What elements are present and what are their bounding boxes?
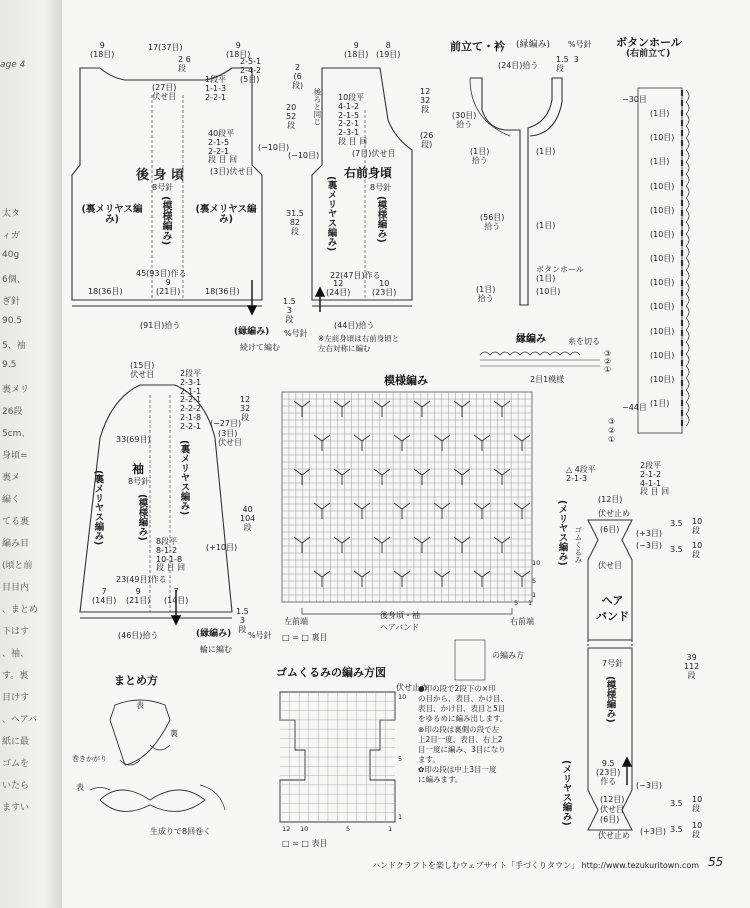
sleeve-needle: 8号針 [128, 477, 150, 486]
buttonhole-label: (10目) [650, 181, 675, 191]
buttonhole-label: (1目) [650, 109, 670, 118]
gutter-line: ぎ針 [2, 297, 21, 307]
sleeve-ribbing-note: 輪に編む [200, 645, 232, 654]
buttonhole-label: (10目) [650, 205, 675, 215]
back-top-right: 9 (18目) [226, 41, 251, 59]
gutter-line: 編み目 [2, 539, 30, 549]
chart-motif [334, 469, 350, 485]
headband-h4r: 10 段 [692, 821, 703, 839]
gutter-page-ref: age 4 [0, 60, 26, 70]
back-cast-on: 45(93目)作る [136, 269, 187, 278]
sleeve-top-bind: (15目) 伏せ目 [130, 361, 155, 379]
gutter-line: いたら [2, 781, 30, 791]
edge-pattern: 2目1模様 [530, 375, 565, 384]
sleeve-cap-bind: (3目) 伏せ目 [218, 429, 242, 447]
front-band-title: 前立て・衿 [450, 40, 505, 53]
chart-motif [514, 571, 530, 587]
edge-row-2: ② [604, 357, 612, 366]
headband-h3: 3.5 [670, 799, 683, 808]
sleeve-inc: 8段平 8-1-2 10-1-8 段 目 回 [156, 537, 186, 573]
front-band-title-sub: (縁編み) [516, 40, 551, 50]
headband-bind-top: 伏せ止め [598, 509, 630, 518]
gutter-line: 6個、 [2, 275, 26, 285]
back-top-center: 17(37目) [148, 43, 183, 52]
gutter-line: 26段 [2, 407, 23, 417]
chart-motif [514, 435, 530, 451]
chart-motif [454, 469, 470, 485]
chart-motif [294, 469, 310, 485]
chart-motif [294, 401, 310, 417]
gutter-line: 5、袖 [2, 341, 26, 351]
front-band-right-pick1: (1目) [536, 147, 556, 156]
sleeve-title: 袖 [132, 462, 145, 476]
gutter-line: 目けす [2, 693, 30, 703]
gutter-line: 裏メリ [2, 385, 30, 395]
chart-motif [494, 401, 510, 417]
back-ribbing: (縁編み) [234, 327, 270, 337]
buttonhole-bottom: −44目 [622, 403, 647, 412]
headband-top-w: (12目) [598, 495, 623, 504]
chart-motif [394, 435, 410, 451]
front-bottom-left: 12 (24目) [326, 279, 351, 297]
chart-col-1: 1 [528, 599, 533, 607]
chart-left-label: 左前端 [284, 617, 308, 626]
front-band-top: (24目)拾う [498, 61, 539, 70]
assembly-back: 裏 [170, 729, 178, 738]
buttonhole-label: (10目) [650, 254, 675, 263]
sleeve-top-rows: 12 32 段 [240, 395, 251, 422]
buttonhole-label: (1目) [650, 157, 670, 167]
headband-plus3: (+3目) [636, 529, 663, 538]
back-ribbing-note: 続けて編む [240, 343, 280, 352]
back-stitch-center: (模様編み) [160, 196, 171, 246]
front-side-minus: (−10目) [288, 151, 320, 160]
front-back-label: 後ろと同じ [312, 88, 322, 126]
sleeve-width: 33(69目) [116, 435, 151, 444]
headband-bottom-bind: 伏せ目 [600, 805, 624, 814]
front-band-left-pick3: (56目) 拾う [480, 213, 505, 231]
back-pickup: (91目)拾う [140, 321, 181, 330]
gum-legend: □ = □ 表目 [282, 839, 328, 848]
chart-motif [314, 571, 330, 587]
headband-h3r: 10 段 [692, 795, 703, 813]
gutter-line: す。裏 [2, 671, 29, 681]
page-number: 55 [708, 855, 724, 869]
edge-cut: 糸を切る [568, 337, 600, 346]
headband-stitch-side: (メリヤス編み) [556, 500, 568, 566]
front-band-right-pick2: (1目) [536, 221, 556, 230]
buttonhole-row-3: ③ [608, 417, 616, 426]
chart-motif [494, 469, 510, 485]
gum-chart-grid [280, 692, 395, 822]
buttonhole-label: (10目) [650, 374, 675, 384]
headband-length: 39 112 段 [684, 653, 700, 680]
front-top-right: 8 (19目) [376, 41, 401, 59]
chart-motif [454, 401, 470, 417]
gutter-line: 紙に最 [2, 737, 30, 747]
headband-bottom-6: (6目) [600, 815, 620, 824]
sleeve-length: 40 104 段 [240, 505, 256, 532]
sleeve-bottom-left: 7 (14目) [92, 587, 117, 605]
back-shoulder-dec: 2-5-1 2-4-2 (5目) [240, 57, 262, 84]
front-band-top-rows: 1.5 3 段 [556, 55, 579, 73]
gutter-line: 目目内 [2, 583, 30, 593]
chart-col-5: 5 [514, 599, 519, 607]
headband-gum-label: ゴムくるみ [573, 526, 583, 564]
gum-title: ゴムくるみの編み方図 [276, 666, 386, 679]
chart-motif [394, 571, 410, 587]
back-armhole-bind: (3目)伏せ目 [210, 167, 254, 176]
chart-row-1: 1 [532, 591, 537, 599]
chart-motif [454, 537, 470, 553]
sleeve-stitch-right: (裏メリヤス編み) [178, 440, 190, 516]
buttonhole-label: (10目) [650, 350, 675, 360]
back-neck-bind: (27目) 伏せ目 [152, 83, 177, 101]
buttonhole-row-2: ② [608, 426, 616, 435]
front-top-left: 9 (18目) [344, 41, 369, 59]
assembly-seam: 巻きかがり [72, 755, 107, 763]
gutter-line: 9.5 [2, 360, 17, 370]
chart-motif [354, 571, 370, 587]
back-top-rows: 2 (6 段) [292, 63, 304, 90]
chart-row-5: 5 [532, 577, 537, 585]
chart-motif [434, 571, 450, 587]
chart-title: 模様編み [384, 374, 428, 387]
headband-bottom-bind2: 伏せ止め [598, 831, 630, 840]
buttonhole-label: (10目) [650, 133, 675, 143]
sleeve-bottom-right: 7 (14目) [164, 587, 189, 605]
gutter-line: 裏メ [2, 473, 21, 483]
front-band-buttonhole-rows: (10目) [536, 287, 561, 296]
front-title: 右前身頃 [344, 166, 393, 180]
gum-row-1: 1 [398, 813, 403, 821]
headband-bottom-minus: (−3目) [636, 781, 663, 790]
gutter-line: ゴムを [2, 759, 30, 769]
gutter-line: (頃と前 [2, 561, 33, 571]
gutter-line: 、まとめ [2, 605, 39, 615]
chart-motif [374, 537, 390, 553]
headband-bottom-plus: (+3目) [640, 827, 667, 836]
back-side-dec: 40段平 2-1-5 2-2-1 段 目 回 [208, 129, 238, 165]
back-neck-pick: 2 6 段 [178, 55, 191, 73]
gum-row-10: 10 [398, 693, 407, 701]
back-bottom-right: 18(36目) [205, 287, 240, 296]
sleeve-rib-rows: 1.5 3 段 [236, 607, 249, 634]
front-band-left-pick1: (30目) 拾う [452, 111, 477, 129]
gutter-line: 太タ [2, 209, 21, 219]
front-neck-dec: 10段平 4-1-2 2-1-5 2-2-1 2-3-1 段 目 回 [338, 93, 368, 146]
sleeve-stitch-center: (模様編み) [136, 494, 148, 541]
back-ribbing-needle: %号針 [284, 329, 308, 338]
gum-bind: 伏せ止め [396, 683, 428, 692]
chart-right-label: 右前端 [510, 617, 534, 626]
buttonhole-label: (10目) [650, 229, 675, 239]
back-stitch-left: (裏メリヤス編み) [81, 204, 143, 226]
gutter-line: 5cm、 [2, 429, 31, 439]
front-pickup: (44目)拾う [334, 321, 375, 330]
buttonhole-label: (10目) [650, 302, 675, 312]
buttonhole-label: (10目) [650, 278, 675, 288]
assembly-front2: 表 [76, 783, 84, 792]
gum-col-10: 10 [300, 825, 309, 833]
assembly-front: 表 [136, 701, 144, 710]
gutter-line: 編く [2, 495, 21, 505]
front-bottom-right: 10 (23目) [372, 279, 397, 297]
back-length: 31.5 82 段 [286, 209, 304, 236]
buttonhole-title: ボタンホール [616, 36, 682, 49]
gum-col-1: 1 [388, 825, 393, 833]
gutter-line: 40g [2, 250, 20, 260]
front-needle: 8号針 [370, 183, 392, 192]
chart-motif [294, 537, 310, 553]
chart-motif [334, 401, 350, 417]
gutter-line: ィガ [2, 231, 21, 241]
sleeve-ribbing-needle: %号針 [248, 631, 272, 640]
sleeve-cap-minus: (−27目) [210, 419, 242, 428]
back-title: 後 身 頃 [136, 168, 185, 183]
chart-center-sub: ヘアバンド [380, 623, 420, 632]
chart-center-label: 後身頃・袖 [380, 611, 420, 620]
headband-stitch-center: (模様編み) [604, 676, 616, 723]
chart-motif [494, 537, 510, 553]
back-needle: 8号針 [152, 183, 174, 192]
sleeve-bottom-center: 9 (21目) [126, 587, 151, 605]
headband-title: ヘア バンド [596, 594, 629, 623]
front-band-buttonhole: ボタンホール (1目) [536, 265, 584, 283]
edge-title: 縁編み [516, 334, 546, 345]
chart-motif [374, 401, 390, 417]
pattern-chart-grid [282, 392, 532, 614]
headband-bottom-12: (12目) [600, 795, 625, 804]
headband-inner1: (6目) [600, 525, 620, 534]
gum-col-12: 12 [282, 825, 291, 833]
headband-h2r: 10 段 [692, 541, 703, 559]
back-side-minus: (−10目) [258, 143, 290, 152]
front-band-left-pick2: (1目) 拾う [470, 147, 490, 165]
headband-needle: 7号針 [602, 659, 624, 668]
chart-motif [354, 435, 370, 451]
front-cast-on: 22(47目)作る [330, 271, 381, 280]
symbol-note: ●印の段で2段下の×印 の目から、表目、かけ目、 表目、かけ目、表目と5目 をゆるめに編み出します。 ⊗印の段は裏側の段で左 上2目一度、表目、右上2 目一度に編み、3目になり ます。 ✿印の段は中上3目一度 に編みます。 [418, 684, 508, 785]
headband-h1r: 10 段 [692, 517, 703, 535]
chart-motif [434, 435, 450, 451]
headband-h1: 3.5 [670, 519, 683, 528]
gutter-line: 下はす [2, 627, 30, 637]
sleeve-cast-on: 23(49目)作る [116, 575, 167, 584]
edge-row-1: ① [604, 365, 612, 374]
gutter-line: ますい [2, 803, 30, 813]
chart-motif [334, 537, 350, 553]
back-bottom-center: 9 (21目) [156, 278, 181, 296]
buttonhole-subtitle: (右前立て) [626, 49, 671, 59]
gutter-line: 90.5 [2, 316, 23, 326]
front-side-rows2: (26 段) [420, 131, 434, 149]
headband-top-shape: △ 4段平 2-1-3 [566, 465, 596, 483]
gutter-line: 、ヘアバ [2, 715, 38, 725]
gutter-line: てる裏 [2, 517, 30, 527]
headband-h4: 3.5 [670, 825, 683, 834]
headband-bottom-w: 9.5 (23目) 作る [596, 759, 621, 786]
sleeve-stitch-left: (裏メリヤス編み) [92, 470, 104, 546]
gum-row-5: 5 [398, 755, 403, 763]
assembly-wrap: 生成りで8回巻く [150, 827, 212, 836]
front-band-left-pick4: (1目) 拾う [476, 285, 496, 303]
sleeve-pickup: (46目)拾う [118, 631, 159, 640]
headband-top-shape2: 2段平 2-1-2 4-1-1 段 目 回 [640, 461, 670, 497]
buttonhole-label: (10目) [650, 326, 675, 336]
front-neck-bind: (7目)伏せ目 [352, 149, 396, 158]
assembly-title: まとめ方 [114, 674, 158, 687]
sleeve-inc-plus: (+10目) [206, 543, 238, 552]
headband-stitch-side2: (メリヤス編み) [560, 760, 572, 826]
back-top-left: 9 (18目) [90, 41, 115, 59]
buttonhole-top: −30目 [622, 95, 647, 104]
buttonhole-label: (1目) [650, 399, 670, 408]
gutter-line: 身頃= [2, 451, 28, 461]
gutter-line: 、袖、 [2, 649, 30, 659]
edge-row-3: ③ [604, 349, 612, 358]
front-stitch-left: (裏メリヤス編み) [325, 176, 337, 252]
front-note: ※左前身頃は右前身頃と 左右対称に編む [318, 334, 400, 354]
buttonhole-row-1: ① [608, 435, 616, 444]
chart-motif [314, 435, 330, 451]
back-stitch-right: (裏メリヤス編み) [195, 204, 257, 226]
chart-legend: □ = □ 裏目 [282, 633, 328, 642]
headband-minus3: (−3目) [636, 541, 663, 550]
symbol-title: の編み方 [492, 651, 524, 660]
chart-row-10: 10 [532, 559, 541, 567]
headband-h2: 3.5 [670, 545, 683, 554]
back-bottom-left: 18(36目) [88, 287, 123, 296]
chart-motif [374, 469, 390, 485]
footer-text: ハンドクラフトを楽しむウェブサイト「手づくりタウン」 http://www.tezukuritown.com [372, 861, 700, 870]
sleeve-cap-dec: 2段平 2-3-1 2-1-1 2-2-1 2-2-2 2-1-8 2-2-1 [180, 369, 202, 431]
edge-sample [480, 352, 580, 355]
headband-bind2: 伏せ目 [598, 561, 622, 570]
back-neck-dec: 1段平 1-1-3 2-2-1 [205, 75, 227, 102]
gum-col-5: 5 [346, 825, 351, 833]
back-rib-rows: 1.5 3 段 [283, 297, 296, 324]
front-band-needle: %号針 [568, 40, 592, 49]
back-mid-rows: 20 52 段 [286, 103, 297, 130]
sleeve-ribbing: (縁編み) [196, 629, 232, 639]
front-side-rows: 12 32 段 [420, 87, 431, 114]
front-stitch-right: (模様編み) [375, 196, 387, 243]
assembly-bow [100, 790, 205, 811]
